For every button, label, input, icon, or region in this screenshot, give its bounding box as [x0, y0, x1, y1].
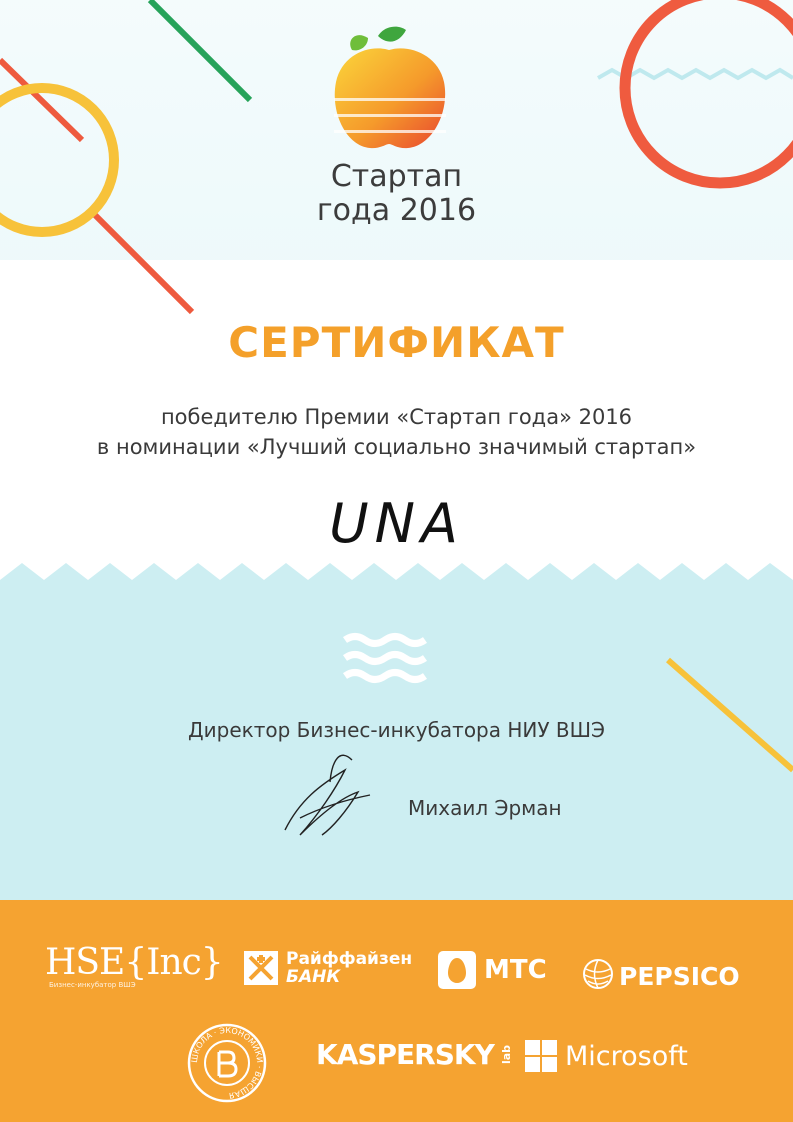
mts-egg-icon — [438, 951, 476, 989]
subtitle-line1: победителю Премии «Стартап года» 2016 — [160, 405, 633, 429]
footer-band — [0, 900, 793, 1122]
hse-inc-text: HSE{Inc} — [45, 942, 223, 983]
hse-seal-icon — [186, 1022, 268, 1104]
event-title — [0, 160, 793, 228]
event-title-line2: года 2016 — [316, 193, 477, 228]
hse-inc-logo — [45, 942, 223, 989]
hse-inc-subtitle: Бизнес-инкубатор ВШЭ — [49, 981, 136, 989]
pepsico-globe-icon — [581, 957, 615, 991]
raiffeisen-line1: Райффайзен — [286, 949, 413, 969]
signatory-name: Михаил Эрман — [408, 796, 562, 820]
microsoft-logo — [525, 1040, 688, 1072]
winner-name: UNA — [329, 492, 464, 555]
mts-text: МТС — [484, 955, 547, 985]
event-title-line1: Стартап — [330, 159, 463, 194]
microsoft-text: Microsoft — [565, 1040, 688, 1072]
kaspersky-logo — [316, 1038, 516, 1071]
microsoft-windows-icon — [525, 1040, 557, 1072]
signatory-title: Директор Бизнес-инкубатора НИУ ВШЭ — [188, 718, 605, 742]
mts-logo — [438, 951, 547, 989]
pepsico-logo — [581, 946, 740, 991]
raiffeisen-text — [286, 950, 412, 986]
subtitle-line2: в номинации «Лучший социально значимый стартап» — [96, 435, 697, 459]
kaspersky-text: KASPERSKY — [316, 1038, 494, 1071]
pepsico-text: PEPSICO — [619, 962, 740, 991]
hse-seal-text: ШКОЛА · ЭКОНОМИКИ · ВЫСШАЯ — [189, 1025, 265, 1101]
kaspersky-lab-text: lab — [499, 1044, 513, 1065]
raiffeisen-emblem-icon — [244, 951, 278, 985]
certificate-subtitle — [0, 402, 793, 462]
raiffeisen-line2: БАНК — [286, 967, 341, 987]
certificate-heading: СЕРТИФИКАТ — [228, 318, 565, 367]
raiffeisen-logo — [244, 950, 412, 986]
hse-seal-logo — [186, 1022, 268, 1108]
